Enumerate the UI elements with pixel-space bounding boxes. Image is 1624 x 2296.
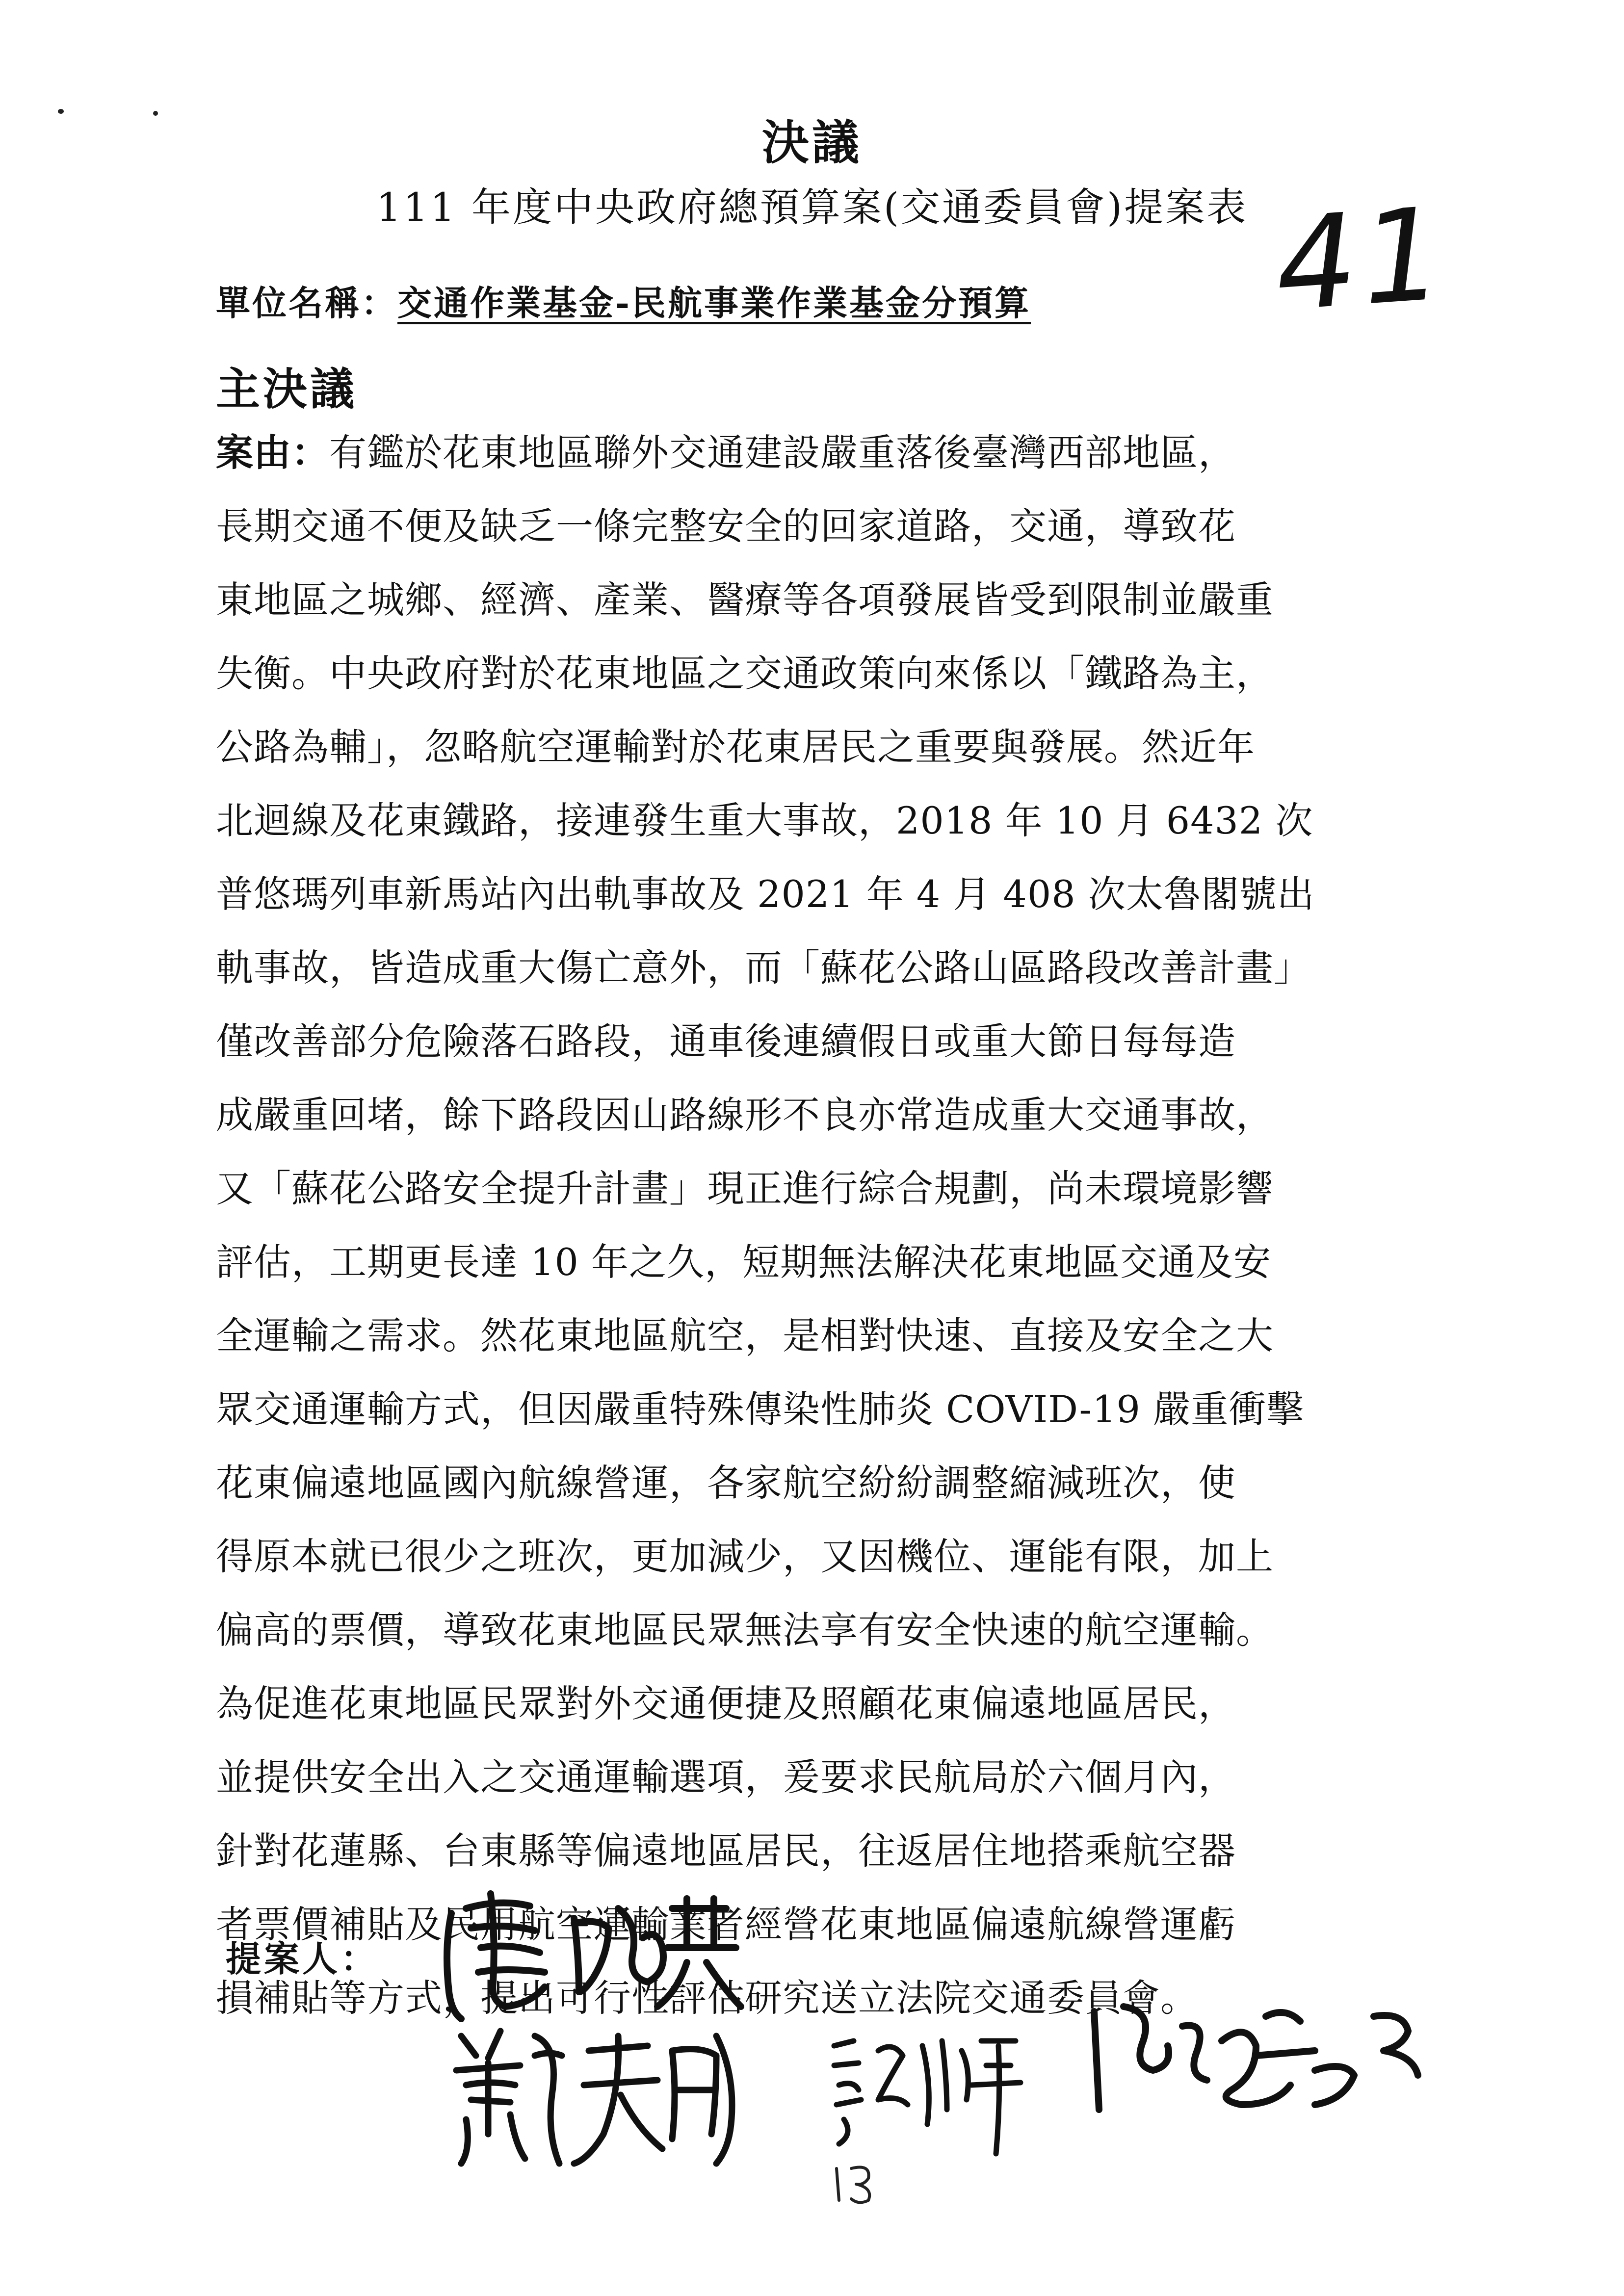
signature-2 xyxy=(442,2016,746,2173)
signature-3 xyxy=(824,2026,1030,2164)
body-line: 眾交通運輸方式，但因嚴重特殊傳染性肺炎 COVID-19 嚴重衝擊 xyxy=(216,1387,1305,1431)
unit-name-line xyxy=(216,276,1031,325)
body-line: 者票價補貼及民用航空運輸業者經營花東地區偏遠航線營運虧 xyxy=(216,1903,1236,1946)
body-line: 僅改善部分危險落石路段，通車後連續假日或重大節日每每造 xyxy=(216,1019,1236,1063)
signature-note xyxy=(829,2159,883,2208)
body-line xyxy=(216,416,1428,490)
signature-1 xyxy=(432,1879,746,2026)
body-line: 花東偏遠地區國內航線營運，各家航空紛紛調整縮減班次，使 xyxy=(216,1461,1236,1505)
body-line: 損補貼等方式，提出可行性評估研究送立法院交通委員會。 xyxy=(216,1976,1198,2020)
body-line: 軌事故，皆造成重大傷亡意外，而「蘇花公路山區路段改善計畫」 xyxy=(216,946,1311,990)
body-line: 又「蘇花公路安全提升計畫」現正進行綜合規劃，尚未環境影響 xyxy=(216,1167,1274,1210)
body-line: 偏高的票價，導致花東地區民眾無法享有安全快速的航空運輸。 xyxy=(216,1608,1274,1652)
unit-name-value: 交通作業基金-民航事業作業基金分預算 xyxy=(397,283,1031,323)
body-line: 得原本就已很少之班次，更加減少，又因機位、運能有限，加上 xyxy=(216,1535,1274,1578)
signature-4 xyxy=(1079,1992,1433,2129)
case-label: 案由： xyxy=(216,431,329,474)
body-line: 評估，工期更長達 10 年之久，短期無法解決花東地區交通及安 xyxy=(216,1240,1272,1284)
body-line: 北迴線及花東鐵路，接連發生重大事故，2018 年 10 月 6432 次 xyxy=(216,799,1313,842)
body-line: 東地區之城鄉、經濟、產業、醫療等各項發展皆受到限制並嚴重 xyxy=(216,578,1274,622)
body-line: 失衡。中央政府對於花東地區之交通政策向來係以「鐵路為主， xyxy=(216,652,1274,695)
body-line: 全運輸之需求。然花東地區航空，是相對快速、直接及安全之大 xyxy=(216,1314,1274,1357)
unit-name-label: 單位名稱： xyxy=(216,283,397,323)
body-line: 成嚴重回堵，餘下路段因山路線形不良亦常造成重大交通事故， xyxy=(216,1093,1274,1137)
body-line: 普悠瑪列車新馬站內出軌事故及 2021 年 4 月 408 次太魯閣號出 xyxy=(216,872,1315,916)
handwritten-page-number: 41 xyxy=(1270,180,1453,340)
body-text: 有鑑於花東地區聯外交通建設嚴重落後臺灣西部地區， xyxy=(329,431,1236,474)
document-title: 決議 xyxy=(762,115,862,170)
main-resolution-heading: 主決議 xyxy=(216,363,357,415)
body-line: 針對花蓮縣、台東縣等偏遠地區居民，往返居住地搭乘航空器 xyxy=(216,1829,1236,1873)
body-line: 為促進花東地區民眾對外交通便捷及照顧花東偏遠地區居民， xyxy=(216,1682,1236,1725)
document-subtitle: 111 年度中央政府總預算案(交通委員會)提案表 xyxy=(376,184,1248,230)
proposer-label: 提案人： xyxy=(226,1938,379,1980)
resolution-body xyxy=(216,416,1428,2035)
body-line: 長期交通不便及缺乏一條完整安全的回家道路，交通，導致花 xyxy=(216,504,1236,548)
body-line: 並提供安全出入之交通運輸選項，爰要求民航局於六個月內， xyxy=(216,1755,1236,1799)
body-line: 公路為輔」，忽略航空運輸對於花東居民之重要與發展。然近年 xyxy=(216,725,1255,769)
